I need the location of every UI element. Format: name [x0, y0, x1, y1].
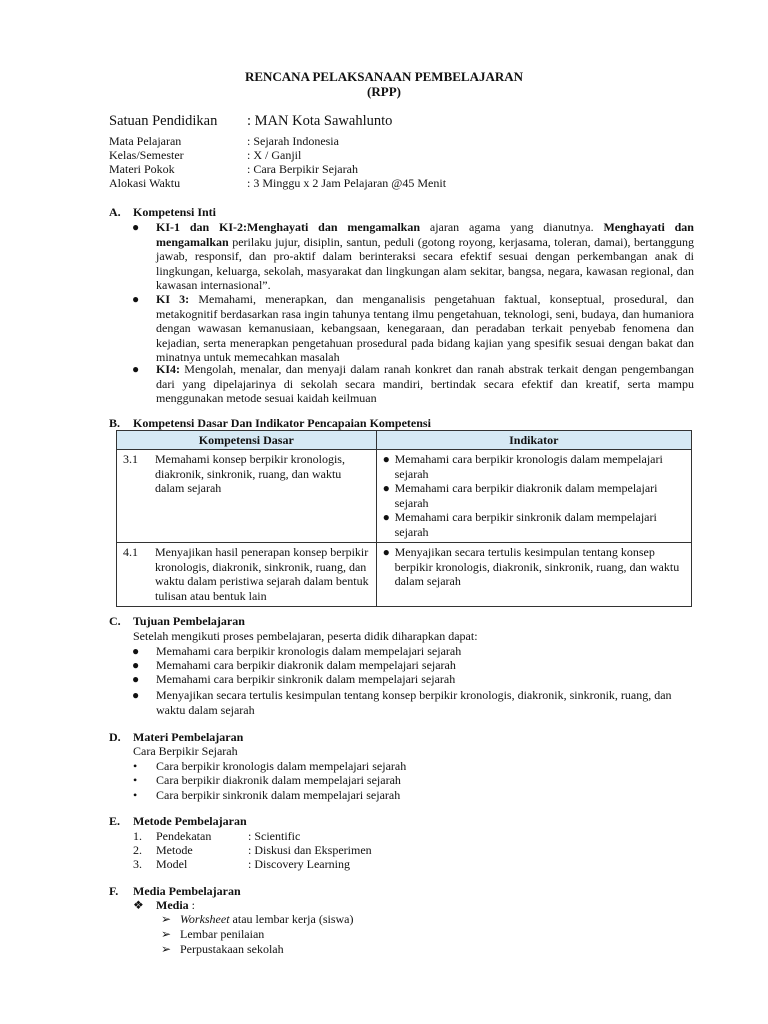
bullet-icon: • — [133, 759, 138, 773]
document-title: RENCANA PELAKSANAAN PEMBELAJARAN — [244, 69, 524, 84]
list-item: Perpustakaan sekolah — [180, 942, 284, 956]
section-heading-d: D. Materi Pembelajaran — [109, 730, 244, 744]
metode-value: : Discovery Learning — [248, 857, 350, 871]
diamond-bullet-icon: ❖ — [133, 898, 144, 912]
kd-indikator-table — [116, 430, 692, 607]
identity-label: Kelas/Semester — [109, 148, 184, 162]
tujuan-intro: Setelah mengikuti proses pembelajaran, peserta didik diharapkan dapat: — [133, 629, 478, 643]
list-item: Menyajikan secara tertulis kesimpulan tentang konsep berpikir kronologis, diakronik, sinkronik, ruang, dan waktu dalam sejarah — [156, 688, 672, 717]
media-heading: Media : — [156, 898, 196, 912]
indikator-cell — [376, 450, 691, 543]
metode-label: Pendekatan — [156, 829, 212, 843]
identity-value: : Sejarah Indonesia — [247, 134, 339, 148]
list-item: Worksheet atau lembar kerja (siswa) — [180, 912, 354, 926]
list-item: Cara berpikir diakronik dalam mempelajari sejarah — [156, 773, 401, 787]
list-item: Memahami cara berpikir diakronik dalam mempelajari sejarah — [156, 658, 456, 672]
metode-label: Model — [156, 857, 188, 871]
ki-3-paragraph: KI 3: Memahami, menerapkan, dan menganalisis pengetahuan faktual, konseptual, prosedural, dan metakognitif berdasarkan rasa ingin tahunya tentang ilmu pengetahuan, teknologi, seni, budaya, dan humaniora dengan wawasan kemanusiaan, kebangsaan, kenegaraan, dan peradaban terkait penyebab fenomena dan kejadian, serta menerapkan pengetahuan prosedural pada bidang kajian yang spesifik sesuai dengan bakat dan minatnya untuk memecahkan masalah — [156, 292, 695, 364]
indikator-cell — [376, 543, 691, 607]
materi-intro: Cara Berpikir Sejarah — [133, 744, 238, 758]
bullet-icon: ● — [132, 672, 140, 686]
list-item: Memahami cara berpikir sinkronik dalam mempelajari sejarah — [156, 672, 456, 686]
list-item: ● Menyajikan secara tertulis kesimpulan tentang konsep berpikir kronologis, diakronik, sinkronik, ruang, dan waktu dalam sejarah — [382, 545, 680, 588]
list-item: ● Memahami cara berpikir sinkronik dalam mempelajari sejarah — [382, 510, 657, 539]
kd-cell — [117, 543, 377, 607]
document-subtitle: (RPP) — [367, 84, 401, 99]
metode-row: 2. — [133, 843, 142, 857]
identity-value: : MAN Kota Sawahlunto — [247, 113, 393, 129]
kd-text: Menyajikan hasil penerapan konsep berpikir kronologis, diakronik, sinkronik, ruang, dan waktu dalam peristiwa sejarah dalam bentuk tulisan atau bentuk lain — [155, 545, 369, 603]
section-heading-e: E. Metode Pembelajaran — [109, 814, 247, 828]
table-header-row — [117, 431, 692, 450]
ki-4-paragraph: KI4: Mengolah, menalar, dan menyaji dalam ranah konkret dan ranah abstrak terkait dengan pengembangan dari yang dipelajarinya di sekolah secara mandiri, bertindak secara efektif dan kreatif, serta mampu menggunakan metode sesuai kaidah keilmuan — [156, 362, 694, 405]
bullet-icon: ● — [382, 510, 390, 524]
table-row — [117, 450, 692, 543]
arrow-bullet-icon: ➢ — [161, 942, 172, 956]
metode-value: : Diskusi dan Eksperimen — [248, 843, 372, 857]
kd-text: Memahami konsep berpikir kronologis, diakronik, sinkronik, ruang, dan waktu dalam sejarah — [155, 452, 345, 495]
identity-value: : Cara Berpikir Sejarah — [247, 162, 358, 176]
list-item: ● Memahami cara berpikir kronologis dalam mempelajari sejarah — [382, 452, 663, 481]
ki-1-2-paragraph: KI-1 dan KI-2:Menghayati dan mengamalkan ajaran agama yang dianutnya. Menghayati dan mengamalkan perilaku jujur, disiplin, santun, peduli (gotong royong, kerjasama, toleran, damai), bertanggung jawab, responsif, dan pro-aktif dalam berinteraksi secara efektif sesuai dengan perkembangan anak di lingkungan, keluarga, sekolah, masyarakat dan lingkungan alam sekitar, bangsa, negara, kawasan regional, dan kawasan internasional”. — [156, 220, 694, 292]
list-item: Memahami cara berpikir kronologis dalam mempelajari sejarah — [156, 644, 462, 658]
bullet-icon: ● — [132, 220, 140, 234]
kd-cell — [117, 450, 377, 543]
kd-number: 4.1 — [123, 545, 138, 559]
metode-label: Metode — [156, 843, 193, 857]
arrow-bullet-icon: ➢ — [161, 927, 172, 941]
bullet-icon: ● — [132, 658, 140, 672]
list-item: Cara berpikir kronologis dalam mempelajari sejarah — [156, 759, 407, 773]
table-header-indikator: Indikator — [376, 431, 691, 450]
identity-value: : 3 Minggu x 2 Jam Pelajaran @45 Menit — [247, 176, 447, 190]
bullet-icon: ● — [132, 362, 140, 376]
section-heading-f: F. Media Pembelajaran — [109, 884, 241, 898]
bullet-icon: • — [133, 788, 138, 802]
bullet-icon: ● — [132, 644, 140, 658]
list-item: Cara berpikir sinkronik dalam mempelajari sejarah — [156, 788, 401, 802]
identity-label: Satuan Pendidikan — [109, 113, 218, 129]
kd-number: 3.1 — [123, 452, 138, 466]
bullet-icon: ● — [382, 481, 390, 495]
bullet-icon: ● — [382, 452, 390, 466]
list-item: Lembar penilaian — [180, 927, 265, 941]
metode-row: 3. — [133, 857, 142, 871]
arrow-bullet-icon: ➢ — [161, 912, 172, 926]
list-item: ● Memahami cara berpikir diakronik dalam mempelajari sejarah — [382, 481, 658, 510]
bullet-icon: • — [133, 773, 138, 787]
identity-value: : X / Ganjil — [247, 148, 302, 162]
section-heading-b: B. Kompetensi Dasar Dan Indikator Pencapaian Kompetensi — [109, 416, 431, 430]
table-row — [117, 543, 692, 607]
table-header-kd: Kompetensi Dasar — [117, 431, 377, 450]
identity-label: Materi Pokok — [109, 162, 175, 176]
section-heading-c: C. Tujuan Pembelajaran — [109, 614, 245, 628]
metode-value: : Scientific — [248, 829, 301, 843]
identity-label: Alokasi Waktu — [109, 176, 181, 190]
bullet-icon: ● — [132, 292, 140, 306]
metode-row: 1. — [133, 829, 142, 843]
bullet-icon: ● — [132, 688, 140, 702]
section-heading-a: A. Kompetensi Inti — [109, 205, 217, 219]
bullet-icon: ● — [382, 545, 390, 559]
identity-label: Mata Pelajaran — [109, 134, 182, 148]
